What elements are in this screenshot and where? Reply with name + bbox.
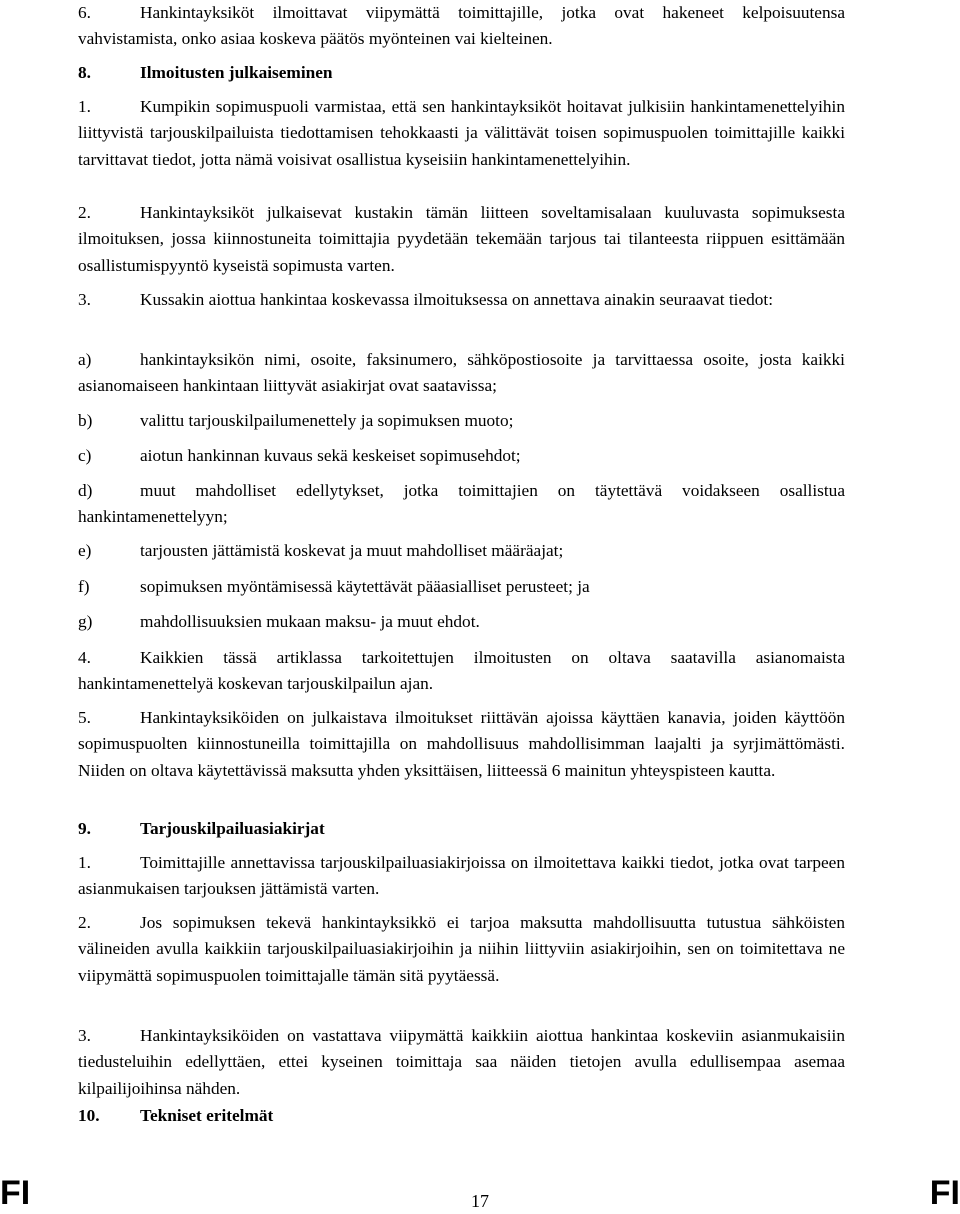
section-heading-10 <box>78 1103 845 1129</box>
item-number: 2. <box>78 203 91 222</box>
item-number: 6. <box>78 3 91 22</box>
section-title: Tekniset eritelmät <box>140 1106 274 1125</box>
paragraph-text: Hankintayksiköiden on julkaistava ilmoitukset riittävän ajoissa käyttäen kanavia, joiden käyttöön sopimuspuolten kiinnostuneilla toimittajilla on mahdollisuus mahdollisimman laajalti ja syrjimättömästi. Niiden on oltava käytettävissä maksutta yhden yksittäisen, liitteessä 6 mainitun yhteyspisteen kautta. <box>78 708 845 780</box>
section-heading-8 <box>78 60 845 86</box>
paragraph-8-5 <box>78 705 845 784</box>
section-heading-9 <box>78 816 845 842</box>
paragraph-8-1 <box>78 94 845 173</box>
list-text: aiotun hankinnan kuvaus sekä keskeiset sopimusehdot; <box>140 446 521 465</box>
list-letter: e) <box>78 541 92 560</box>
paragraph-text: Kaikkien tässä artiklassa tarkoitettujen ilmoitusten on oltava saatavilla asianomaista hankintamenettelyä koskevan tarjouskilpailun ajan. <box>78 648 845 694</box>
list-letter: b) <box>78 411 93 430</box>
list-item-a <box>78 347 845 400</box>
list-text: mahdollisuuksien mukaan maksu- ja muut ehdot. <box>140 612 480 631</box>
item-number: 3. <box>78 1026 91 1045</box>
footer-language-right: FI <box>929 1174 960 1212</box>
list-text: sopimuksen myöntämisessä käytettävät pääasialliset perusteet; ja <box>140 577 590 596</box>
paragraph-text: Hankintayksiköt julkaisevat kustakin tämän liitteen soveltamisalaan kuuluvasta sopimuksesta ilmoituksen, jossa kiinnostuneita toimittajia pyydetään tekemään tarjous tai tilanteesta riippuen esittämään osallistumispyyntö kyseistä sopimusta varten. <box>78 203 845 275</box>
list-item-g <box>78 609 845 635</box>
list-item-b <box>78 408 845 434</box>
item-number: 1. <box>78 853 91 872</box>
paragraph-text: Kussakin aiottua hankintaa koskevassa ilmoituksessa on annettava ainakin seuraavat tiedot: <box>140 290 773 309</box>
list-text: hankintayksikön nimi, osoite, faksinumero, sähköpostiosoite ja tarvittaessa osoite, josta kaikki asianomaiseen hankintaan liittyvät asiakirjat ovat saatavissa; <box>78 350 845 396</box>
footer-language-left: FI <box>0 1174 31 1212</box>
list-text: muut mahdolliset edellytykset, jotka toimittajien on täytettävä voidakseen osallistua hankintamenettelyyn; <box>78 481 845 527</box>
list-letter: g) <box>78 612 93 631</box>
list-letter: a) <box>78 350 92 369</box>
list-item-e <box>78 538 845 564</box>
section-number: 8. <box>78 63 91 82</box>
section-number: 9. <box>78 819 91 838</box>
item-number: 3. <box>78 290 91 309</box>
paragraph-9-1 <box>78 850 845 903</box>
list-item-f <box>78 574 845 600</box>
list-letter: c) <box>78 446 92 465</box>
item-number: 4. <box>78 648 91 667</box>
item-number: 1. <box>78 97 91 116</box>
paragraph-8-3 <box>78 287 845 313</box>
paragraph-text: Hankintayksiköt ilmoittavat viipymättä toimittajille, jotka ovat hakeneet kelpoisuutensa vahvistamista, onko asiaa koskeva päätös myönteinen vai kielteinen. <box>78 3 845 49</box>
section-title: Ilmoitusten julkaiseminen <box>140 63 333 82</box>
paragraph-text: Toimittajille annettavissa tarjouskilpailuasiakirjoissa on ilmoitettava kaikki tiedot, jotka ovat tarpeen asianmukaisen tarjouksen jättämistä varten. <box>78 853 845 899</box>
paragraph-8-4 <box>78 645 845 698</box>
paragraph-9-2 <box>78 910 845 989</box>
list-letter: d) <box>78 481 93 500</box>
item-number: 5. <box>78 708 91 727</box>
section-title: Tarjouskilpailuasiakirjat <box>140 819 325 838</box>
paragraph-8-2 <box>78 200 845 279</box>
paragraph-6 <box>78 0 845 53</box>
list-text: valittu tarjouskilpailumenettely ja sopimuksen muoto; <box>140 411 514 430</box>
paragraph-text: Jos sopimuksen tekevä hankintayksikkö ei tarjoa maksutta mahdollisuutta tutustua sähköisten välineiden avulla kaikkiin tarjouskilpailuasiakirjoihin ja niihin liittyviin asiakirjoihin, sen on toimitettava ne viipymättä sopimuspuolen toimittajalle tämän sitä pyytäessä. <box>78 913 845 985</box>
list-item-d <box>78 478 845 531</box>
paragraph-text: Kumpikin sopimuspuoli varmistaa, että sen hankintayksiköt hoitavat julkisiin hankintamenettelyihin liittyvistä tarjouskilpailuista tiedottamisen tehokkaasti ja välittävät toisen sopimuspuolen toimittajille kaikki tarvittavat tiedot, jotta nämä voisivat osallistua kyseisiin hankintamenettelyihin. <box>78 97 845 169</box>
paragraph-9-3 <box>78 1023 845 1102</box>
list-item-c <box>78 443 845 469</box>
item-number: 2. <box>78 913 91 932</box>
paragraph-text: Hankintayksiköiden on vastattava viipymättä kaikkiin aiottua hankintaa koskeviin asianmukaisiin tiedusteluihin edellyttäen, ettei kyseinen toimittaja saa näiden tietojen avulla edullisempaa asemaa kilpailijoihinsa nähden. <box>78 1026 845 1098</box>
page-number: 17 <box>471 1191 489 1211</box>
list-text: tarjousten jättämistä koskevat ja muut mahdolliset määräajat; <box>140 541 564 560</box>
list-letter: f) <box>78 577 90 596</box>
section-number: 10. <box>78 1106 100 1125</box>
